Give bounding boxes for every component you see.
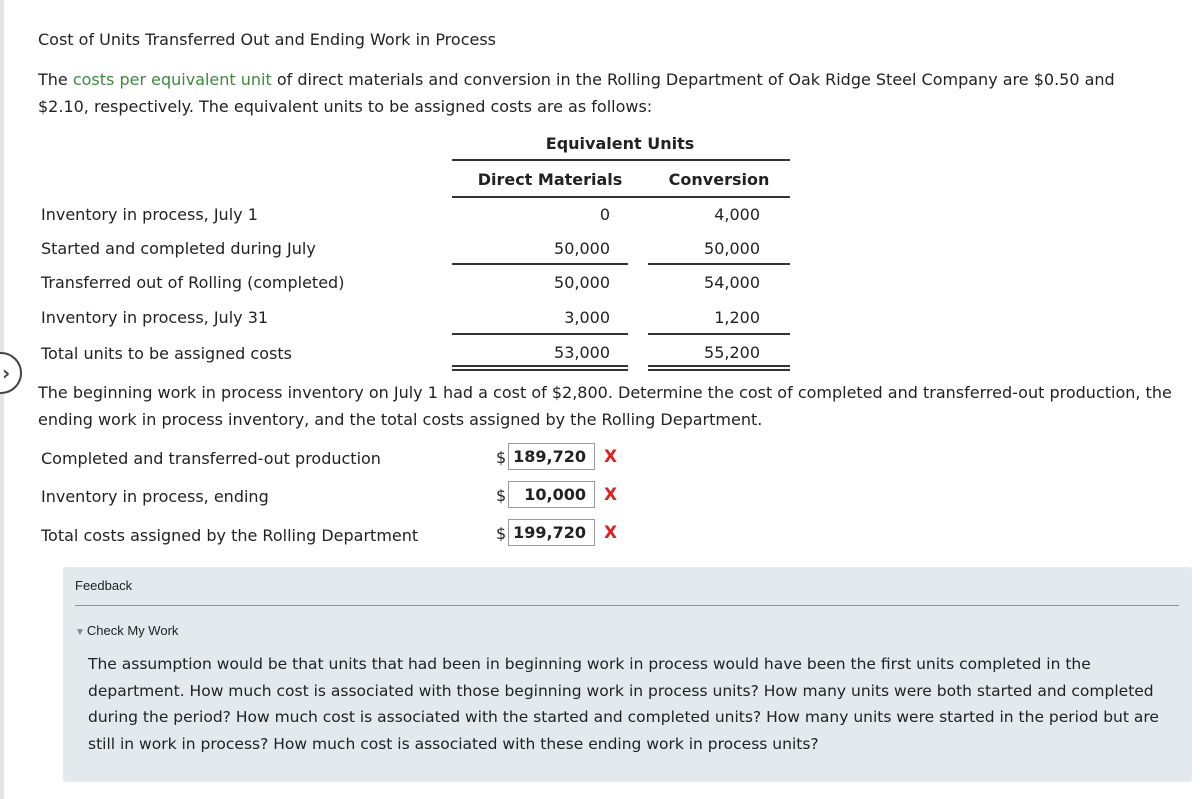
- x-mark-icon: X: [604, 447, 618, 467]
- x-mark-icon: X: [604, 485, 618, 505]
- table-cell-conv: 54,000: [704, 273, 760, 292]
- ending-inventory-input[interactable]: 10,000: [508, 481, 595, 508]
- header-rule: [452, 159, 790, 161]
- feedback-text: The assumption would be that units that had been in beginning work in process would have been the first units completed in the department. How much cost is associated with those beginning work in process units? How many units were both started and completed during the period? How much cost is associated with the started and completed units? How many units were started in the period but are still in work in process? How much cost is associated with these ending work in process units?: [88, 655, 1159, 753]
- currency-symbol: $: [496, 486, 507, 505]
- question-text: The beginning work in process inventory on July 1 had a cost of $2,800. Determine the cost of completed and transferred-out production, the ending work in process inventory, and the total costs assigned by the Rolling Department.: [38, 383, 1172, 429]
- total-rule-conv: [648, 333, 790, 335]
- intro-text-start: The: [38, 70, 73, 89]
- costs-per-equivalent-unit-link[interactable]: costs per equivalent unit: [72, 70, 272, 89]
- total-rule-dm: [452, 333, 628, 335]
- table-cell-dm: 50,000: [554, 273, 610, 292]
- left-border: [0, 0, 4, 799]
- currency-symbol: $: [496, 448, 507, 467]
- table-cell-dm: 0: [599, 205, 610, 224]
- column-header-rule: [452, 196, 790, 198]
- table-cell-conv: 50,000: [704, 239, 760, 258]
- equivalent-units-header: Equivalent Units: [545, 134, 695, 153]
- feedback-panel: [63, 567, 1192, 782]
- answer-label-completed: Completed and transferred-out production: [41, 449, 381, 468]
- check-my-work-toggle[interactable]: [75, 623, 178, 638]
- table-cell-dm: 50,000: [554, 239, 610, 258]
- table-row-label: Total units to be assigned costs: [41, 344, 292, 363]
- subtotal-rule-dm: [452, 263, 628, 265]
- intro-text-end: of direct materials and conversion in the Rolling Department of Oak Ridge Steel Company are $0.50 and $2.10, respectively. The equivalent units to be assigned costs are as follows:: [38, 70, 1115, 116]
- triangle-down-icon: ▼: [75, 627, 85, 638]
- check-my-work-label: Check My Work: [86, 623, 179, 638]
- completed-production-input[interactable]: 189,720: [508, 443, 595, 470]
- double-rule-dm-bottom: [452, 369, 628, 371]
- feedback-title: Feedback: [75, 578, 133, 593]
- conversion-header: Conversion: [668, 170, 770, 189]
- table-row-label: Transferred out of Rolling (completed): [41, 273, 345, 292]
- table-row-label: Inventory in process, July 31: [41, 308, 269, 327]
- page-title: Cost of Units Transferred Out and Ending Work in Process: [38, 30, 497, 49]
- double-rule-conv-bottom: [648, 369, 790, 371]
- table-cell-dm: 3,000: [564, 308, 610, 327]
- subtotal-rule-conv: [648, 263, 790, 265]
- table-cell-conv: 1,200: [714, 308, 760, 327]
- currency-symbol: $: [496, 524, 507, 543]
- total-costs-input[interactable]: 199,720: [508, 519, 595, 546]
- answer-label-total-costs: Total costs assigned by the Rolling Department: [41, 526, 419, 545]
- table-cell-dm: 53,000: [554, 343, 610, 362]
- chevron-right-icon: ›: [2, 361, 11, 385]
- table-row-label: Inventory in process, July 1: [41, 205, 258, 224]
- double-rule-dm-top: [452, 365, 628, 367]
- answer-label-ending-inventory: Inventory in process, ending: [41, 487, 269, 506]
- expand-panel-button[interactable]: [0, 352, 22, 394]
- feedback-divider: [75, 605, 1179, 606]
- direct-materials-header: Direct Materials: [477, 170, 623, 189]
- intro-paragraph: [38, 66, 1158, 120]
- double-rule-conv-top: [648, 365, 790, 367]
- table-row-label: Started and completed during July: [41, 239, 316, 258]
- table-cell-conv: 4,000: [714, 205, 760, 224]
- x-mark-icon: X: [604, 523, 618, 543]
- table-cell-conv: 55,200: [704, 343, 760, 362]
